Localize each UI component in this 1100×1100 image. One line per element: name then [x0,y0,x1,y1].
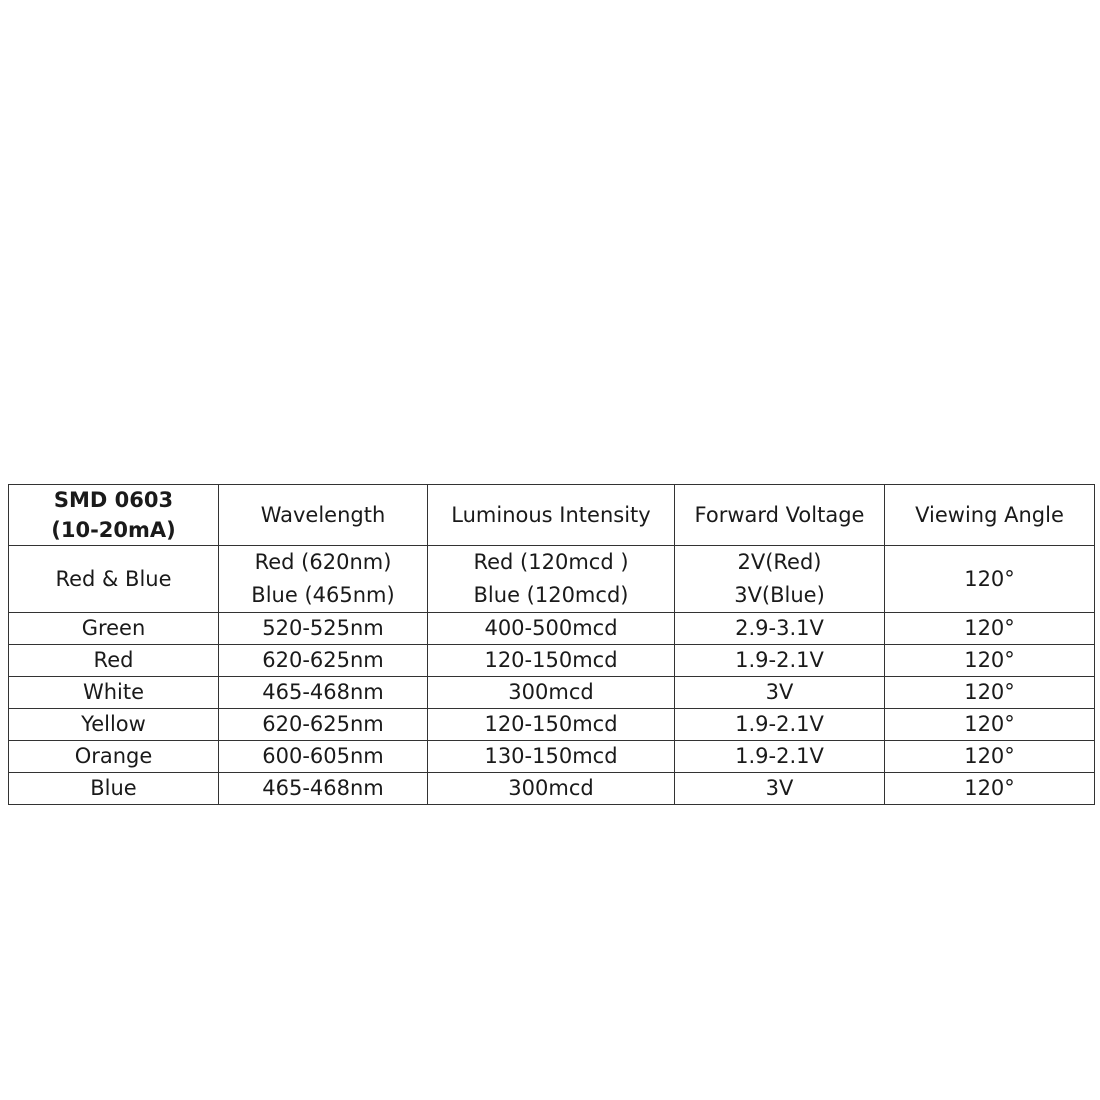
cell-text: 600-605nm [262,744,384,768]
header-wavelength-label: Wavelength [260,502,386,527]
cell-text: 620-625nm [262,648,384,672]
cell-luminous-intensity [428,546,675,613]
cell-text: Yellow [81,712,146,736]
header-forward-voltage-label: Forward Voltage [694,502,865,527]
cell-color [9,546,219,613]
table-row [9,546,1095,613]
cell-text: 400-500mcd [484,616,618,640]
cell-text: 120° [964,648,1015,672]
cell-text: Red (620nm) [254,550,392,574]
table-row [9,613,1095,645]
cell-viewing-angle [885,613,1095,645]
cell-viewing-angle [885,741,1095,773]
cell-text: Red & Blue [55,566,172,591]
cell-wavelength [219,645,428,677]
cell-text: 3V [765,680,794,704]
cell-text: 300mcd [508,680,594,704]
table-header [9,485,1095,546]
cell-wavelength [219,677,428,709]
cell-luminous-intensity [428,773,675,805]
header-cell-wavelength [219,485,428,546]
cell-forward-voltage [675,773,885,805]
header-cell-viewing-angle [885,485,1095,546]
cell-luminous-intensity [428,741,675,773]
cell-forward-voltage [675,645,885,677]
cell-wavelength [219,741,428,773]
cell-viewing-angle [885,546,1095,613]
cell-text: Blue (120mcd) [473,583,629,607]
cell-text: 300mcd [508,776,594,800]
header-cell-model [9,485,219,546]
cell-wavelength [219,773,428,805]
cell-text: 465-468nm [262,680,384,704]
header-cell-forward-voltage [675,485,885,546]
cell-text: 3V [765,776,794,800]
cell-text: 120° [964,680,1015,704]
header-luminous-intensity-label: Luminous Intensity [451,502,651,527]
cell-luminous-intensity [428,613,675,645]
cell-color [9,677,219,709]
cell-text: 2V(Red) [737,550,822,574]
cell-color [9,709,219,741]
cell-text: 465-468nm [262,776,384,800]
cell-viewing-angle [885,709,1095,741]
cell-text: Blue (465nm) [251,583,395,607]
cell-text: 120° [964,744,1015,768]
cell-text: 1.9-2.1V [735,744,824,768]
cell-luminous-intensity [428,677,675,709]
cell-text: 3V(Blue) [734,583,825,607]
table-body [9,546,1095,805]
header-model-current: (10-20mA) [51,518,176,542]
cell-text: Red (120mcd ) [473,550,629,574]
cell-text: Orange [74,744,153,768]
cell-text: 120-150mcd [484,648,618,672]
header-viewing-angle-label: Viewing Angle [915,502,1064,527]
header-row [9,485,1095,546]
cell-viewing-angle [885,645,1095,677]
table-row [9,709,1095,741]
cell-forward-voltage [675,709,885,741]
cell-text: 520-525nm [262,616,384,640]
table-row [9,645,1095,677]
cell-text: 120° [964,712,1015,736]
header-cell-luminous-intensity [428,485,675,546]
table-row [9,741,1095,773]
cell-text: 120° [964,566,1015,591]
cell-viewing-angle [885,677,1095,709]
cell-text: 120° [964,616,1015,640]
cell-wavelength [219,613,428,645]
cell-text: 620-625nm [262,712,384,736]
cell-forward-voltage [675,546,885,613]
cell-forward-voltage [675,613,885,645]
cell-luminous-intensity [428,709,675,741]
table-row [9,773,1095,805]
cell-text: White [82,680,145,704]
table-row [9,677,1095,709]
cell-text: 2.9-3.1V [735,616,824,640]
cell-color [9,613,219,645]
cell-luminous-intensity [428,645,675,677]
header-model-name: SMD 0603 [53,488,174,512]
cell-text: Blue [90,776,137,800]
cell-text: 120-150mcd [484,712,618,736]
cell-text: 1.9-2.1V [735,712,824,736]
cell-text: Red [93,648,134,672]
cell-wavelength [219,546,428,613]
cell-text: Green [81,616,146,640]
cell-color [9,773,219,805]
led-spec-table [8,484,1095,805]
cell-forward-voltage [675,677,885,709]
cell-wavelength [219,709,428,741]
cell-color [9,741,219,773]
cell-text: 120° [964,776,1015,800]
cell-text: 130-150mcd [484,744,618,768]
cell-color [9,645,219,677]
cell-viewing-angle [885,773,1095,805]
cell-forward-voltage [675,741,885,773]
cell-text: 1.9-2.1V [735,648,824,672]
